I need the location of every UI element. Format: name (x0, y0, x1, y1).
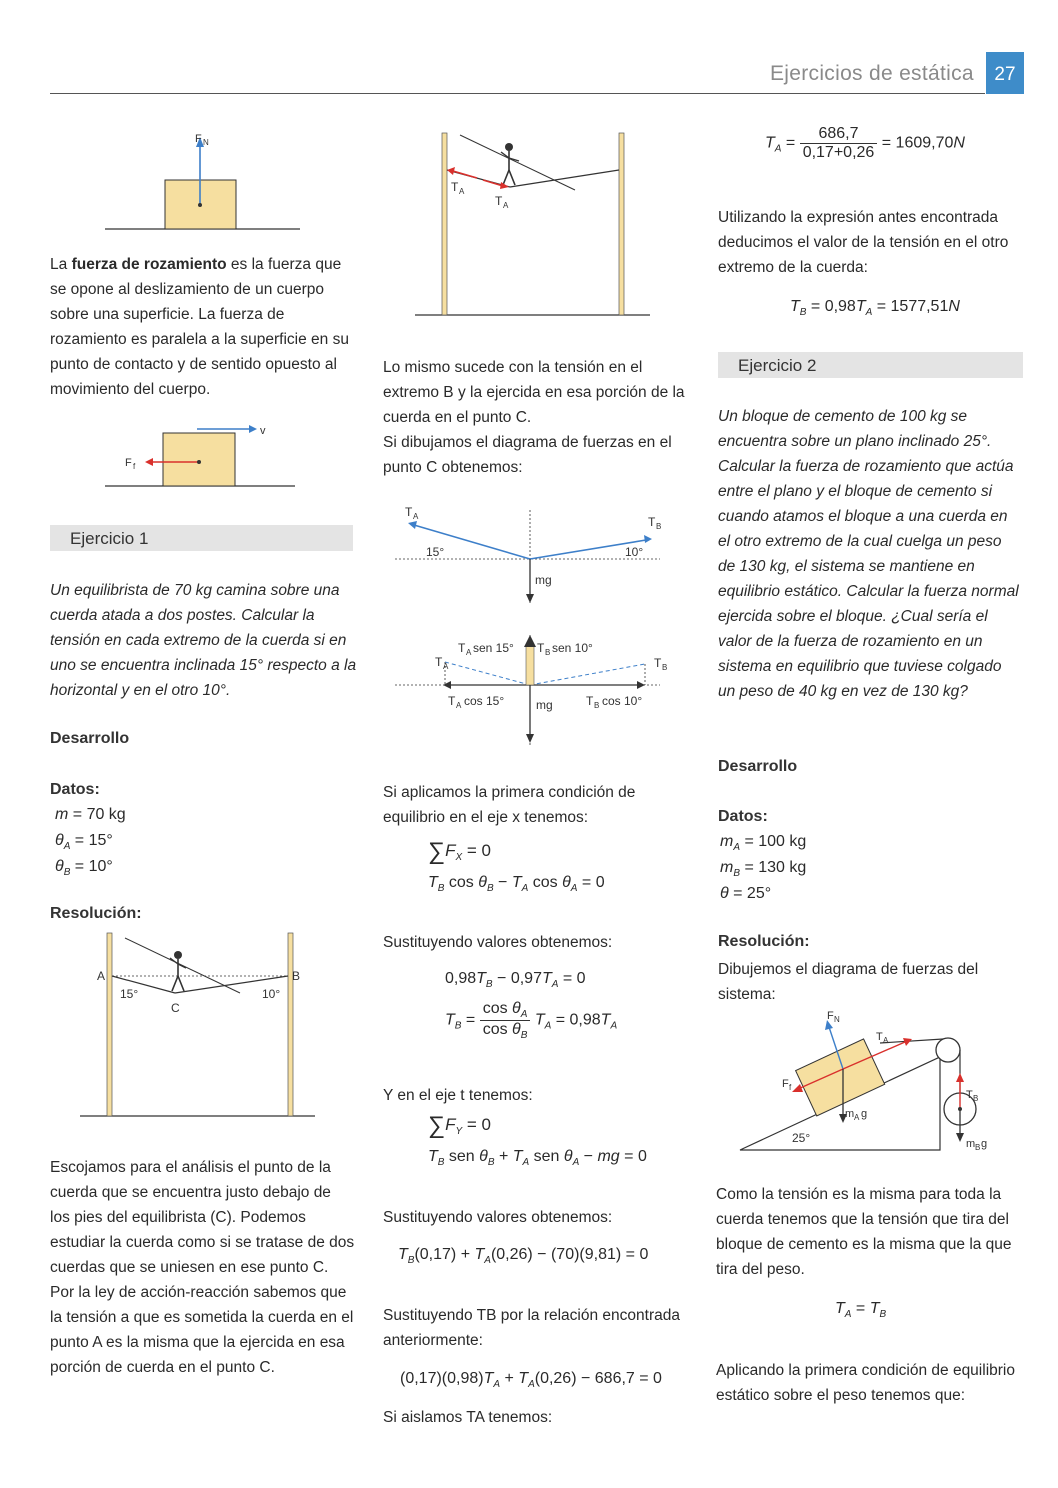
datos-ma: $m_A = 100$ kg (720, 833, 807, 853)
svg-text:sen 10°: sen 10° (552, 641, 593, 655)
force-diagram-c (390, 495, 670, 755)
resolucion-heading-2: Resolución: (718, 933, 810, 950)
svg-text:mg: mg (535, 573, 552, 587)
eq-y2: $T_B(0,17) + T_A(0,26) - (70)(9,81) = 0$ (398, 1246, 649, 1266)
svg-text:F: F (125, 457, 132, 469)
datos-theta-b: $\theta_B = 10^\circ$ (55, 858, 113, 878)
desarrollo-heading-1: Desarrollo (50, 730, 130, 747)
svg-text:A: A (413, 512, 419, 521)
col2-primera-condicion: Si aplicamos la primera condición de equilibrio en el eje x tenemos: (383, 784, 636, 826)
svg-text:A: A (97, 969, 106, 983)
ejercicio1-banner: Ejercicio 1 (50, 525, 353, 551)
page-number: 27 (986, 52, 1024, 94)
svg-text:cos 15°: cos 15° (464, 694, 505, 708)
svg-text:f: f (133, 462, 136, 471)
eq-x1: $T_B$ $\cos \theta_B - T_A$ $\cos \theta_A = 0$ (428, 874, 605, 894)
svg-text:A: A (466, 648, 472, 657)
svg-text:v: v (260, 425, 266, 437)
friction-force-figure (105, 420, 300, 492)
normal-force-figure (95, 125, 305, 235)
eq-sum-fx: $\sum F_X = 0$ (428, 838, 492, 865)
datos-heading-1: Datos: (50, 781, 100, 798)
eq-y3: $(0,17)(0,98)T_A + T_A(0,26) - 686,7 = 0$ (400, 1370, 662, 1390)
datos-theta: θ = 25° (720, 885, 772, 902)
datos-theta-a: $\theta_A = 15^\circ$ (55, 832, 113, 852)
svg-text:g: g (861, 1108, 868, 1120)
svg-text:A: A (459, 187, 465, 196)
col3-como: Como la tensión es la misma para toda la cuerda tenemos que la tensión que tira del bloque de cemento es la misma que la que tira del peso. (716, 1186, 1012, 1278)
svg-text:A: A (854, 1113, 860, 1122)
svg-text:F: F (782, 1078, 789, 1090)
svg-text:C: C (171, 1001, 180, 1015)
svg-text:T: T (495, 194, 503, 208)
col2-sustituyendo-1: Sustituyendo valores obtenemos: (383, 934, 613, 951)
svg-text:T: T (966, 1089, 973, 1101)
desarrollo-heading-2: Desarrollo (718, 758, 798, 775)
svg-text:A: A (883, 1036, 889, 1045)
tightrope-figure (80, 928, 320, 1120)
svg-text:B: B (594, 701, 600, 710)
svg-text:T: T (876, 1031, 883, 1043)
svg-text:T: T (586, 694, 594, 708)
svg-text:15°: 15° (426, 545, 445, 559)
col3-utilizando: Utilizando la expresión antes encontrada deducimos el valor de la tensión en el otro extremo de la cuerda: (718, 209, 1009, 276)
svg-text:A: A (443, 662, 449, 671)
svg-text:T: T (458, 641, 466, 655)
col2-aislamos: Si aislamos TA tenemos: (383, 1409, 553, 1426)
eq-sum-fy: $\sum F_Y = 0$ (428, 1112, 492, 1139)
col2-sustituyendo-2: Sustituyendo valores obtenemos: (383, 1209, 613, 1226)
svg-text:F: F (827, 1010, 834, 1022)
tension-figure (415, 125, 660, 320)
datos-m: m = 70 kg (55, 806, 126, 823)
col3-aplicando: Aplicando la primera condición de equilibrio estático sobre el peso tenemos que: (716, 1362, 1015, 1404)
running-header-title: Ejercicios de estática (770, 62, 974, 85)
svg-text:mg: mg (536, 698, 553, 712)
svg-text:A: A (456, 701, 462, 710)
col2-sustituyendo-3: Sustituyendo TB por la relación encontrada anteriormente: (383, 1307, 680, 1349)
eq-ta-tb: $T_A = T_B$ (835, 1300, 887, 1320)
svg-text:f: f (789, 1083, 792, 1092)
explanation-col1: Escojamos para el análisis el punto de la cuerda que se encuentra justo debajo de los pies del equilibrista (C). Podemos estudiar la cuerda como si se tratase de dos cuerdas que se uniesen en ese punto C. Por la ley de acción-reacción sabemos que la tensión a que es sometida la cuerda en el punto A es la misma que la ejercida en esa porción de cuerda en el punto C. (50, 1159, 355, 1376)
svg-text:m: m (966, 1138, 976, 1150)
svg-text:T: T (405, 505, 413, 519)
ejercicio1-statement: Un equilibrista de 70 kg camina sobre una cuerda atada a dos postes. Calcular la tensión en cada extremo de la cuerda si en uno se encuentra inclinada 15° respecto a la horizontal y en el otro 10°. (50, 582, 357, 699)
svg-text:cos 10°: cos 10° (602, 694, 643, 708)
datos-heading-2: Datos: (718, 808, 768, 825)
eq-y1: $T_B$ sen $\theta_B + T_A$ sen $\theta_A$ − mg = 0 (428, 1148, 647, 1168)
svg-text:B: B (975, 1143, 981, 1152)
svg-text:10°: 10° (625, 545, 644, 559)
eq-x2: $0,98T_B - 0,97T_A = 0$ (445, 970, 586, 990)
col3-dibujemos: Dibujemos el diagrama de fuerzas del sistema: (718, 961, 979, 1003)
col2-eje-t: Y en el eje t tenemos: (383, 1087, 533, 1104)
svg-text:B: B (662, 663, 668, 672)
datos-mb: $m_B = 130$ kg (720, 859, 807, 879)
svg-text:A: A (503, 201, 509, 210)
svg-text:T: T (448, 694, 456, 708)
rozamiento-term: fuerza de rozamiento (71, 256, 227, 273)
eq-ta-value: $T_A$ = $\frac{686,7}{0,17+0,26}$ = 1609,70N (765, 125, 965, 161)
svg-text:B: B (545, 648, 551, 657)
fn-label: F (195, 133, 202, 145)
svg-text:B: B (292, 969, 301, 983)
svg-text:15°: 15° (120, 987, 139, 1001)
eq-x3: $T_B$ = $\frac{\cos \theta_A}{\cos \theta_B}$ $T_A = 0,98T_A$ (445, 1000, 618, 1041)
svg-text:25°: 25° (792, 1131, 811, 1145)
svg-text:T: T (648, 515, 656, 529)
svg-text:B: B (973, 1094, 979, 1103)
svg-text:T: T (451, 180, 459, 194)
svg-text:B: B (656, 522, 662, 531)
svg-text:N: N (834, 1015, 840, 1024)
ejercicio2-banner: Ejercicio 2 (718, 352, 1023, 378)
svg-text:sen 15°: sen 15° (473, 641, 514, 655)
svg-text:10°: 10° (262, 987, 281, 1001)
ejercicio2-statement: Un bloque de cemento de 100 kg se encuentra sobre un plano inclinado 25°. Calcular la fuerza de rozamiento que actúa entre el plano y el bloque de cemento si cuando atamos el bloque a una cuerda en el otro extremo de la cual cuelga un peso de 130 kg, el sistema se mantiene en equilibrio estático. Calcular la fuerza normal ejercida sobre el bloque. ¿Cual sería el valor de la fuerza de rozamiento en un sistema en equilibrio que tuviese colgado un peso de 40 kg en vez de 130 kg? (718, 408, 1019, 700)
header-rule (50, 93, 985, 94)
col2-intro: Lo mismo sucede con la tensión en el extremo B y la ejercida en esa porción de la cuerda en el punto C. Si dibujamos el diagrama de fuerzas en el punto C obtenemos: (383, 359, 685, 476)
svg-text:g: g (981, 1138, 988, 1150)
svg-text:m: m (845, 1108, 855, 1120)
svg-text:T: T (537, 641, 545, 655)
svg-text:N: N (203, 138, 209, 147)
rozamiento-paragraph: La fuerza de rozamiento es la fuerza que se opone al deslizamiento de un cuerpo sobre una superficie. La fuerza de rozamiento es paralela a la superficie en su punto de contacto y de sentido opuesto al movimiento del cuerpo. (50, 256, 349, 398)
eq-tb-value: $T_B = 0,98T_A = 1577,51N$ (790, 298, 960, 318)
svg-text:T: T (654, 656, 662, 670)
resolucion-heading-1: Resolución: (50, 905, 142, 922)
svg-text:T: T (435, 655, 443, 669)
inclined-plane-figure (730, 1005, 1030, 1160)
